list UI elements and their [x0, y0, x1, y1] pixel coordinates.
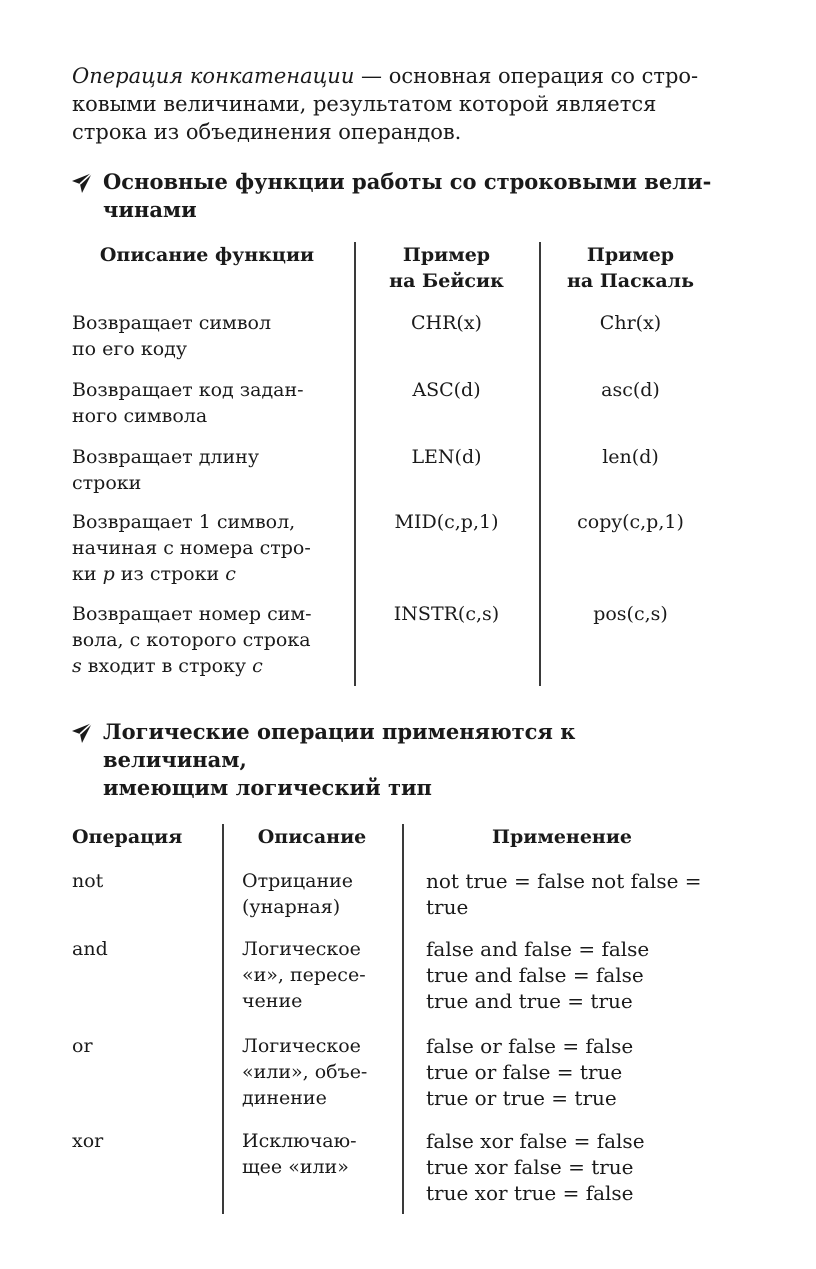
row-pascal: pos(c,s) [593, 603, 668, 625]
table-row [72, 868, 722, 936]
row-pascal: copy(c,p,1) [577, 511, 684, 533]
header-description: Описание функции [99, 244, 315, 266]
desc-var: s [72, 655, 82, 677]
desc-line: ного символа [72, 405, 208, 427]
desc-line: динение [242, 1087, 327, 1109]
apply-line: true and true = true [426, 989, 633, 1013]
row-description [72, 509, 354, 601]
desc-line: (унарная) [242, 896, 341, 918]
desc-line: щее «или» [242, 1156, 349, 1178]
apply-line: true xor true = false [426, 1181, 634, 1205]
apply-line: false and false = false [426, 937, 650, 961]
desc-line: Логическое [242, 1035, 361, 1057]
desc-line: вола, с которого строка [72, 629, 311, 651]
desc-line: «или», объе- [242, 1061, 368, 1083]
row-operation: not [72, 870, 104, 892]
row-operation: or [72, 1035, 93, 1057]
desc-line: строки [72, 472, 142, 494]
row-pascal: asc(d) [601, 379, 660, 401]
row-application [402, 1033, 722, 1128]
desc-line: Возвращает 1 символ, [72, 511, 296, 533]
pointer-arrow-icon [70, 721, 94, 745]
row-operation: and [72, 938, 108, 960]
row-description [222, 936, 402, 1033]
desc-line: по его коду [72, 338, 188, 360]
header-basic-line2: на Бейсик [389, 270, 504, 292]
section2-heading [72, 718, 722, 802]
row-description [222, 1128, 402, 1214]
table-row [72, 444, 722, 509]
page [72, 62, 722, 1214]
desc-line: чение [242, 990, 303, 1012]
section2-heading-line2: имеющим логический тип [103, 775, 432, 800]
header-pascal [539, 242, 722, 310]
row-basic: CHR(x) [411, 312, 482, 334]
desc-text: ки [72, 563, 103, 585]
desc-line: Исключаю- [242, 1130, 357, 1152]
row-operation: xor [72, 1130, 104, 1152]
table-header-row [72, 824, 722, 868]
table-row [72, 936, 722, 1033]
table-row [72, 310, 722, 377]
row-description [222, 868, 402, 936]
table-row [72, 601, 722, 686]
table-header-row [72, 242, 722, 310]
row-description [72, 310, 354, 377]
row-basic: MID(c,p,1) [394, 511, 499, 533]
desc-line: «и», пересе- [242, 964, 366, 986]
row-basic: INSTR(c,s) [393, 603, 500, 625]
table-row [72, 1128, 722, 1214]
section1-heading [72, 168, 722, 224]
table-row [72, 1033, 722, 1128]
apply-line: false xor false = false [426, 1129, 645, 1153]
row-pascal: Chr(x) [599, 312, 662, 334]
desc-line: Логическое [242, 938, 361, 960]
row-description [72, 377, 354, 444]
desc-line: Возвращает номер сим- [72, 603, 312, 625]
desc-line: начиная с номера стро- [72, 537, 311, 559]
row-description [72, 444, 354, 509]
section2-heading-line1: Логические операции применяются к величинам, [103, 719, 576, 772]
header-application: Применение [492, 826, 632, 848]
desc-line: Возвращает длину [72, 446, 260, 468]
string-functions-table [72, 242, 722, 686]
desc-var: p [102, 563, 115, 585]
desc-var: c [225, 563, 236, 585]
header-pascal-line1: Пример [586, 244, 675, 266]
desc-text: входит в строку [81, 655, 253, 677]
desc-line: Возвращает символ [72, 312, 272, 334]
apply-line: false or false = false [426, 1034, 634, 1058]
pointer-arrow-icon [70, 171, 94, 195]
intro-line2: ковыми величинами, результатом которой является [72, 92, 657, 116]
row-basic: LEN(d) [411, 446, 482, 468]
intro-line3: строка из объединения операндов. [72, 120, 462, 144]
row-basic: ASC(d) [412, 379, 481, 401]
table-row [72, 377, 722, 444]
header-basic-line1: Пример [402, 244, 491, 266]
header-description: Описание [257, 826, 367, 848]
intro-line1: — основная операция со стро- [354, 64, 699, 88]
header-operation: Операция [72, 826, 183, 848]
apply-line: not true = false not false = [426, 869, 702, 893]
apply-line: true [426, 895, 469, 919]
desc-var: c [252, 655, 263, 677]
apply-line: true and false = false [426, 963, 644, 987]
row-pascal: len(d) [602, 446, 659, 468]
row-application [402, 1128, 722, 1214]
apply-line: true or false = true [426, 1060, 623, 1084]
desc-line: Возвращает код задан- [72, 379, 304, 401]
apply-line: true or true = true [426, 1086, 617, 1110]
apply-line: true xor false = true [426, 1155, 634, 1179]
desc-line: Отрицание [242, 870, 354, 892]
row-application [402, 936, 722, 1033]
section1-heading-line1: Основные функции работы со строковыми вели- [103, 169, 712, 194]
intro-term: Операция конкатенации [72, 64, 355, 88]
desc-text: из строки [114, 563, 226, 585]
table-row [72, 509, 722, 601]
row-description [72, 601, 354, 686]
logical-operations-table [72, 824, 722, 1214]
header-basic [354, 242, 539, 310]
row-application [402, 868, 722, 936]
header-pascal-line2: на Паскаль [567, 270, 694, 292]
intro-paragraph [72, 62, 722, 146]
section1-heading-line2: чинами [103, 197, 197, 222]
row-description [222, 1033, 402, 1128]
